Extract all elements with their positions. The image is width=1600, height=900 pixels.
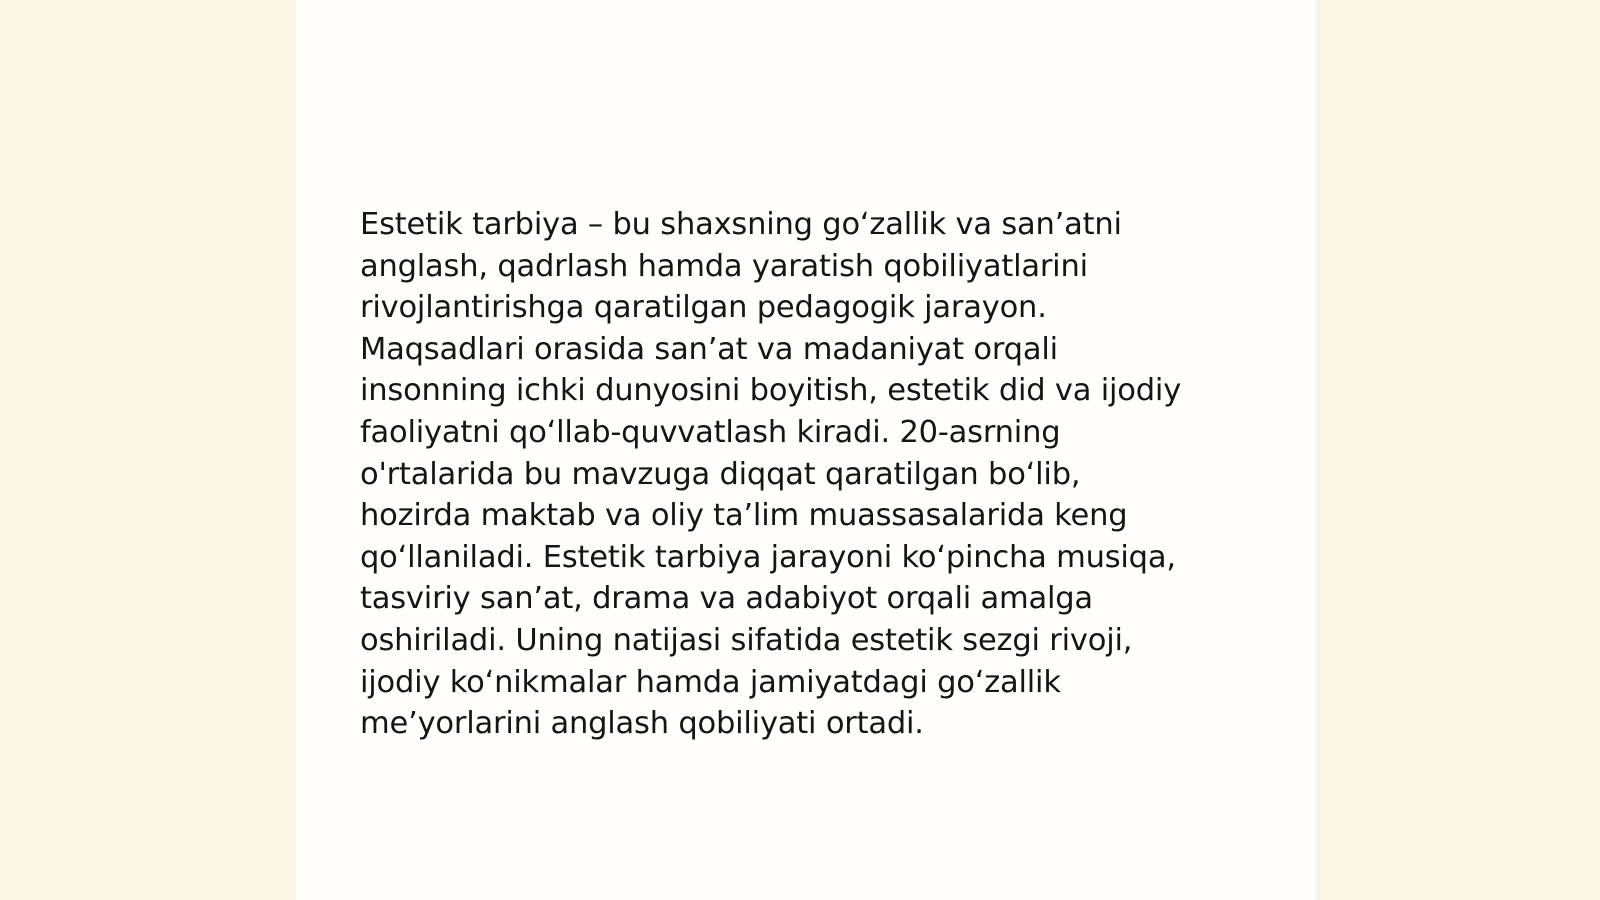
body-paragraph: Estetik tarbiya – bu shaxsning go‘zallik va san’atni anglash, qadrlash hamda yaratish qobiliyatlarini rivojlantirishga qaratilgan pedagogik jarayon. Maqsadlari orasida san’at va madaniyat orqali insonning ichki dunyosini boyitish, estetik did va ijodiy faoliyatni qo‘llab-quvvatlash kiradi. 20-asrning o'rtalarida bu mavzuga diqqat qaratilgan bo‘lib, hozirda maktab va oliy ta’lim muassasalarida keng qo‘llaniladi. Estetik tarbiya jarayoni ko‘pincha musiqa, tasviriy san’at, drama va adabiyot orqali amalga oshiriladi. Uning natijasi sifatida estetik sezgi rivoji, ijodiy ko‘nikmalar hamda jamiyatdagi go‘zallik me’yorlarini anglash qobiliyati ortadi.	[360, 207, 1182, 742]
slide-panel	[296, 0, 1316, 900]
